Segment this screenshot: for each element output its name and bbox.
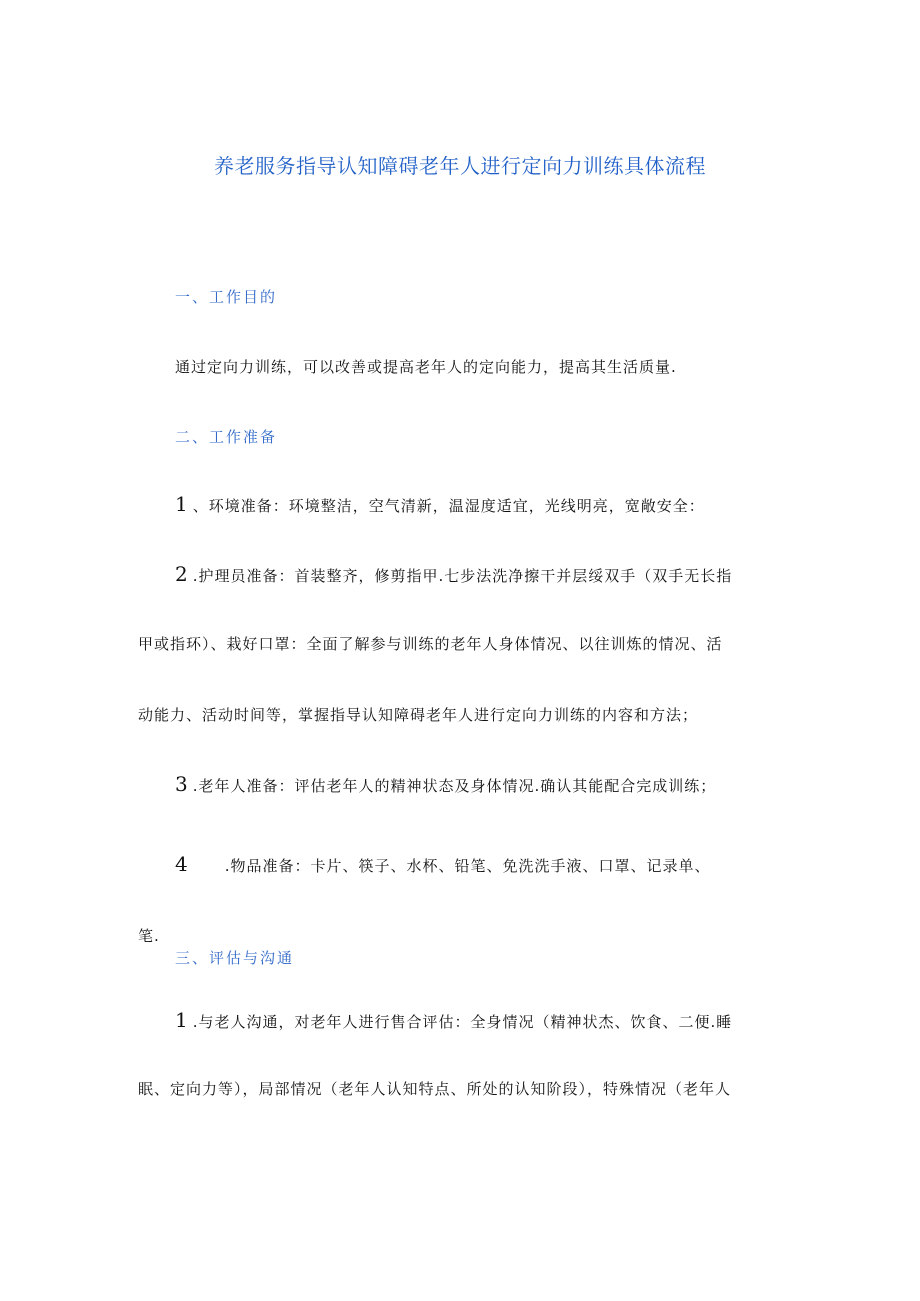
item-text: .老年人准备：评估老年人的精神状态及身体情况.确认其能配合完成训练； <box>192 777 717 795</box>
prep-item-3 <box>175 772 716 796</box>
prep-item-4 <box>175 852 711 876</box>
prep-item-1 <box>175 492 705 516</box>
item-text: .物品准备：卡片、筷子、水杯、铅笔、免洗洗手液、口罩、记录单、 <box>224 857 711 875</box>
assess-item-1-line1 <box>175 1008 732 1032</box>
prep-item-2-line3: 动能力、活动时间等，掌握指导认知障碍老年人进行定向力训练的内容和方法； <box>138 706 699 724</box>
item-text: 、环境准备：环境整洁，空气清新，温湿度适宜，光线明亮，宽敞安全： <box>192 497 705 515</box>
prep-item-2-line1 <box>175 562 732 586</box>
item-number: 1 <box>175 1008 189 1032</box>
item-number: 3 <box>175 772 189 796</box>
item-number: 1 <box>175 492 189 516</box>
document-title: 养老服务指导认知障碍老年人进行定向力训练具体流程 <box>214 154 706 178</box>
section2-heading: 二、工作准备 <box>175 428 278 446</box>
item-text: .护理员准备：首装整齐，修剪指甲.七步法洗净擦干并层绥双手（双手无长指 <box>192 567 733 585</box>
assess-item-1-line2: 眠、定向力等），局部情况（老年人认知特点、所处的认知阶段），特殊情况（老年人 <box>138 1080 732 1098</box>
item-text: .与老人沟通，对老年人进行售合评估：全身情况（精神状杰、饮食、二便.睡 <box>192 1013 733 1031</box>
item-number: 4 <box>175 852 189 876</box>
prep-item-4-cont: 笔. <box>138 927 160 945</box>
item-number: 2 <box>175 562 189 586</box>
section1-heading: 一、工作目的 <box>175 288 278 306</box>
prep-item-2-line2: 甲或指环）、栽好口罩：全面了解参与训练的老年人身体情况、以往训炼的情况、活 <box>138 635 723 653</box>
section1-text: 通过定向力训练，可以改善或提高老年人的定向能力，提高其生活质量. <box>175 358 677 376</box>
section3-heading: 三、评估与沟通 <box>175 949 295 967</box>
